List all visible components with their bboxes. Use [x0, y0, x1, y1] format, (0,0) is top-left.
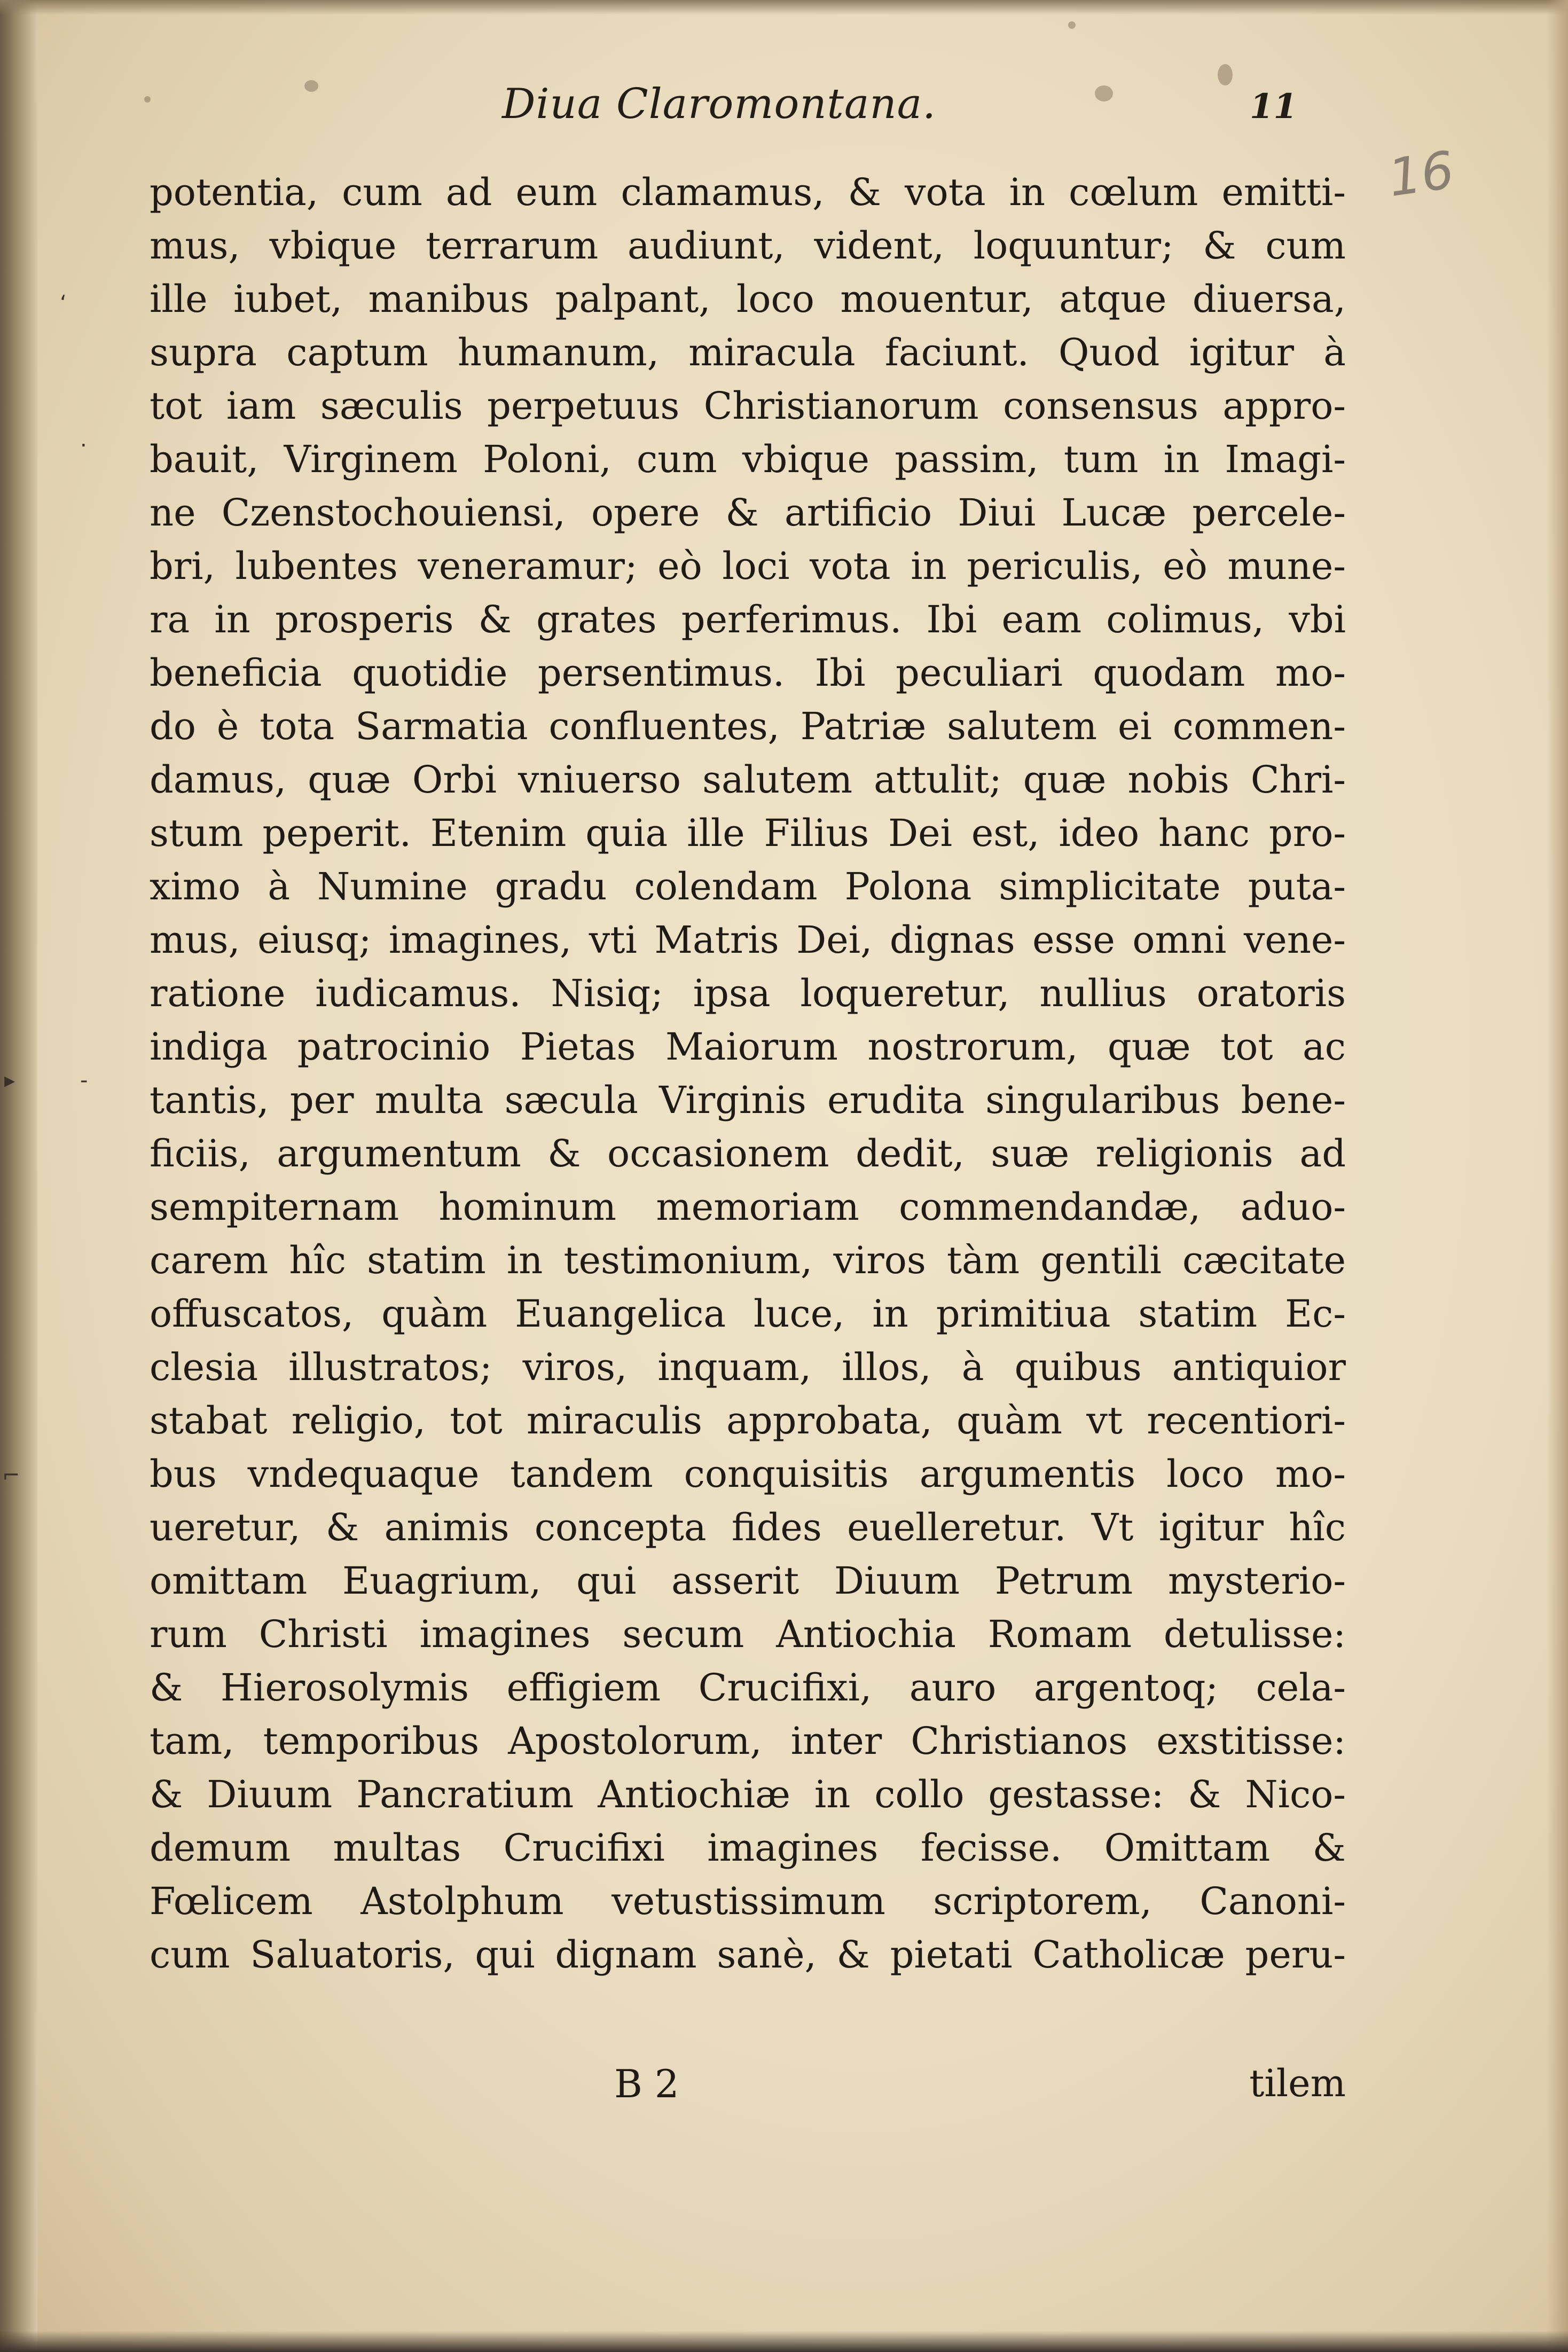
binding-gutter: [0, 0, 37, 2352]
text-line: & Hierosolymis effigiem Crucifixi, auro argentoq; cela-: [150, 1666, 1346, 1710]
text-line: indiga patrocinio Pietas Maiorum nostrorum, quæ tot ac: [150, 1025, 1346, 1069]
text-line: offuscatos, quàm Euangelica luce, in primitiua statim Ec-: [150, 1292, 1346, 1336]
text-line: bri, lubentes veneramur; eò loci vota in periculis, eò mune-: [150, 544, 1346, 588]
text-line: potentia, cum ad eum clamamus, & vota in cœlum emitti-: [150, 170, 1346, 214]
text-line: ximo à Numine gradu colendam Polona simplicitate puta-: [150, 865, 1346, 908]
top-page-edge: [0, 0, 1568, 15]
text-line: bauit, Virginem Poloni, cum vbique passim, tum in Imagi-: [150, 437, 1346, 481]
margin-tick: ⌐: [2, 1463, 20, 1488]
margin-tick: ‘: [60, 291, 67, 316]
text-line: mus, eiusq; imagines, vti Matris Dei, dignas esse omni vene-: [150, 918, 1346, 962]
text-line: Fœlicem Astolphum vetustissimum scriptorem, Canoni-: [150, 1879, 1346, 1923]
text-line: ra in prosperis & grates perferimus. Ibi eam colimus, vbi: [150, 598, 1346, 641]
page-header: [150, 80, 1330, 144]
text-line: carem hîc statim in testimonium, viros tàm gentili cæcitate: [150, 1238, 1346, 1282]
signature-mark: B 2: [614, 2061, 679, 2106]
text-line: stabat religio, tot miraculis approbata, quàm vt recentiori-: [150, 1399, 1346, 1442]
text-line: ille iubet, manibus palpant, loco mouentur, atque diuersa,: [150, 277, 1346, 321]
page-footer: [150, 2061, 1346, 2115]
page-number: 11: [1250, 87, 1298, 127]
running-title: Diua Claromontana.: [502, 80, 936, 128]
text-line: bus vndequaque tandem conquisitis argumentis loco mo-: [150, 1452, 1346, 1496]
text-line: do è tota Sarmatia confluentes, Patriæ salutem ei commen-: [150, 704, 1346, 748]
text-line: tam, temporibus Apostolorum, inter Christianos exstitisse:: [150, 1719, 1346, 1763]
text-line: ratione iudicamus. Nisiq; ipsa loqueretur, nullius oratoris: [150, 971, 1346, 1015]
text-line: & Diuum Pancratium Antiochiæ in collo gestasse: & Nico-: [150, 1773, 1346, 1816]
catchword: tilem: [1249, 2061, 1346, 2105]
right-page-edge: [1547, 0, 1568, 2352]
text-line: tantis, per multa sæcula Virginis erudita singularibus bene-: [150, 1078, 1346, 1122]
text-line: supra captum humanum, miracula faciunt. Quod igitur à: [150, 331, 1346, 374]
margin-tick: ▸: [4, 1068, 15, 1093]
text-line: demum multas Crucifixi imagines fecisse. Omittam &: [150, 1826, 1346, 1870]
bottom-page-edge: [0, 2331, 1568, 2352]
text-line: ficiis, argumentum & occasionem dedit, suæ religionis ad: [150, 1132, 1346, 1175]
body-text: [150, 166, 1346, 1981]
text-line: clesia illustratos; viros, inquam, illos, à quibus antiquior: [150, 1345, 1346, 1389]
text-line: tot iam sæculis perpetuus Christianorum consensus appro-: [150, 384, 1346, 428]
text-line: stum peperit. Etenim quia ille Filius Dei est, ideo hanc pro-: [150, 811, 1346, 855]
text-line: damus, quæ Orbi vniuerso salutem attulit; quæ nobis Chri-: [150, 758, 1346, 802]
margin-tick: .: [80, 427, 87, 452]
text-line: sempiternam hominum memoriam commendandæ, aduo-: [150, 1185, 1346, 1229]
pencil-folio-note: 16: [1384, 140, 1458, 208]
margin-tick: -: [80, 1068, 88, 1093]
text-line: beneficia quotidie persentimus. Ibi peculiari quodam mo-: [150, 651, 1346, 695]
text-line: ne Czenstochouiensi, opere & artificio Diui Lucæ percele-: [150, 491, 1346, 535]
text-line: rum Christi imagines secum Antiochia Romam detulisse:: [150, 1612, 1346, 1656]
text-line: ueretur, & animis concepta fides euelleretur. Vt igitur hîc: [150, 1506, 1346, 1549]
text-line: omittam Euagrium, qui asserit Diuum Petrum mysterio-: [150, 1559, 1346, 1603]
text-line: mus, vbique terrarum audiunt, vident, loquuntur; & cum: [150, 224, 1346, 268]
text-line: cum Saluatoris, qui dignam sanè, & pietati Catholicæ peru-: [150, 1933, 1346, 1977]
ink-speck: [1068, 21, 1076, 29]
